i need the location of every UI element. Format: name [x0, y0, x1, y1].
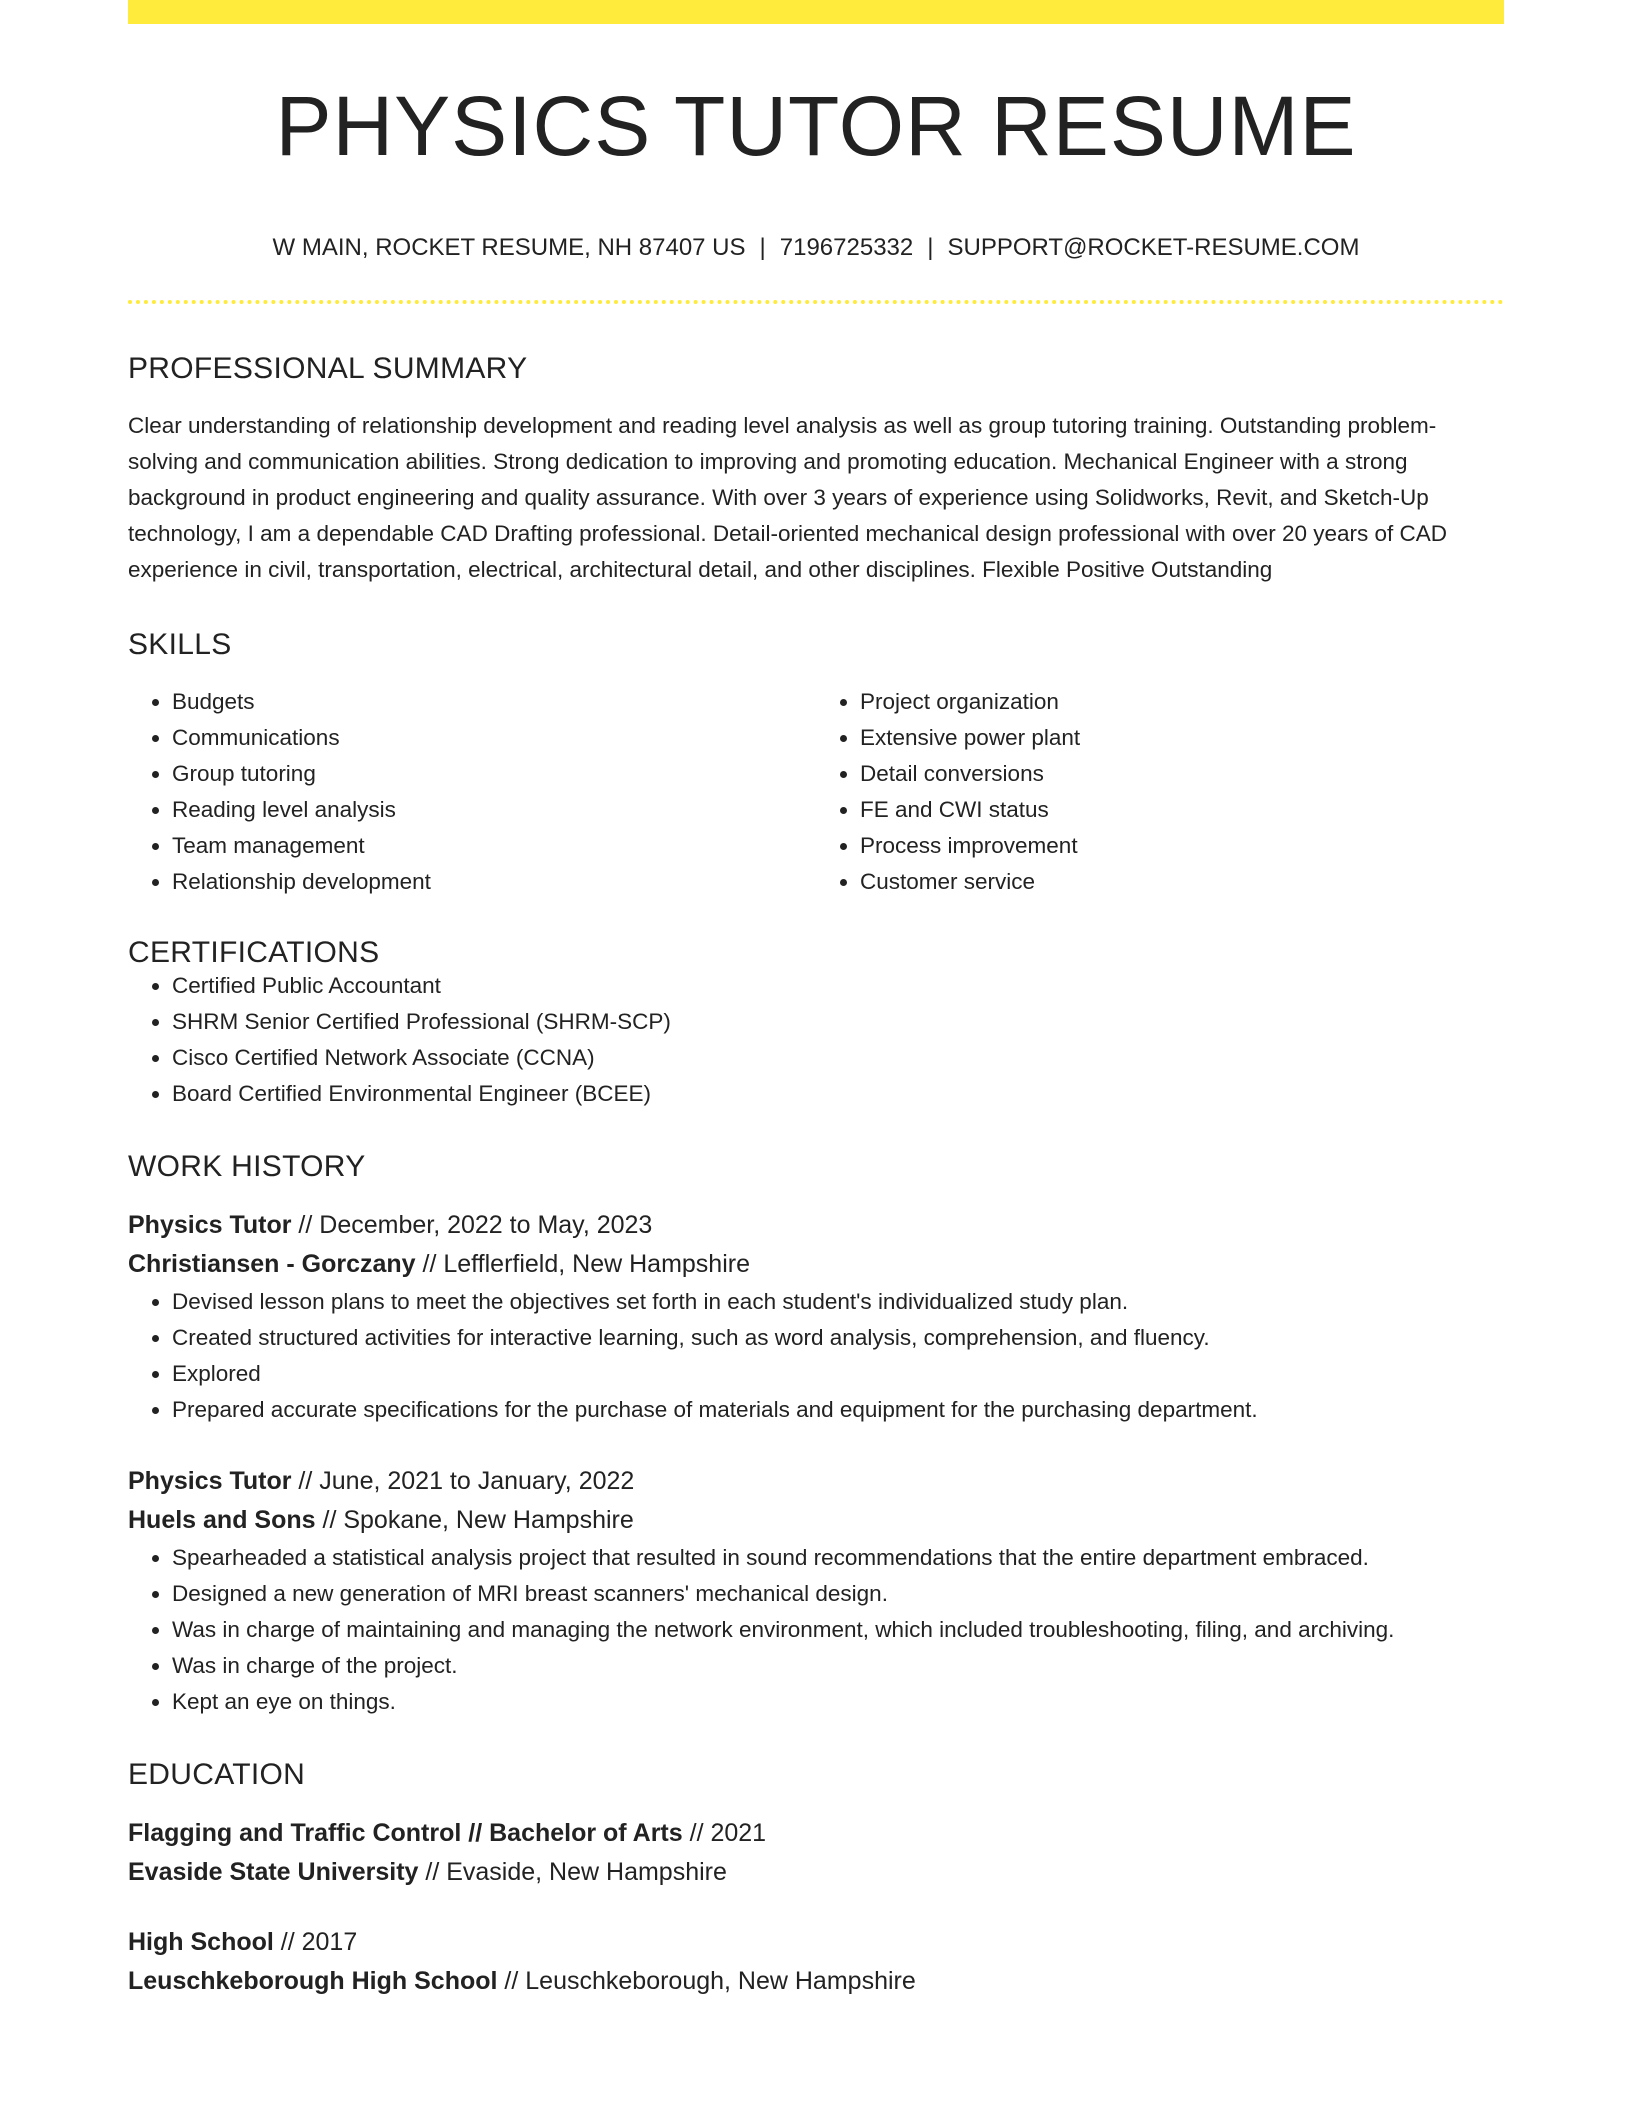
- job-bullet: • Explored: [172, 1356, 1504, 1392]
- job-bullet: • Was in charge of maintaining and managing the network environment, which included troubleshooting, filing, and archiving.: [172, 1612, 1504, 1648]
- job-bullet: • Spearheaded a statistical analysis project that resulted in sound recommendations that the entire department embraced.: [172, 1540, 1504, 1576]
- skill-item: • Group tutoring: [172, 756, 816, 792]
- education-entry: [128, 1814, 1504, 1892]
- job-separator: //: [291, 1467, 320, 1495]
- skills-list-right: [816, 684, 1504, 900]
- job-bullet: • Designed a new generation of MRI breast scanners' mechanical design.: [172, 1576, 1504, 1612]
- section-title-work-history: WORK HISTORY: [128, 1150, 366, 1183]
- skill-item: • Relationship development: [172, 864, 816, 900]
- job-role-line: [128, 1206, 1504, 1245]
- contact-separator: |: [759, 234, 766, 261]
- job-bullet: • Kept an eye on things.: [172, 1684, 1504, 1720]
- skill-item: • Extensive power plant: [860, 720, 1504, 756]
- dotted-divider: [128, 300, 1504, 304]
- job-company: Huels and Sons: [128, 1506, 316, 1534]
- education-year: 2021: [710, 1819, 767, 1847]
- job-dates: June, 2021 to January, 2022: [319, 1467, 635, 1495]
- job-company-line: [128, 1245, 1504, 1284]
- skill-item: • Process improvement: [860, 828, 1504, 864]
- skill-item: • FE and CWI status: [860, 792, 1504, 828]
- job-location: Lefflerfield, New Hampshire: [443, 1250, 750, 1278]
- education-location: Leuschkeborough, New Hampshire: [525, 1967, 916, 1995]
- section-title-summary: PROFESSIONAL SUMMARY: [128, 352, 528, 385]
- resume-title: PHYSICS TUTOR RESUME: [275, 79, 1357, 173]
- education-separator: //: [418, 1858, 447, 1886]
- education-entry: [128, 1923, 1504, 2001]
- contact-line: [128, 236, 1504, 260]
- resume-page: [128, 0, 1504, 2001]
- skill-item: • Communications: [172, 720, 816, 756]
- job-role-line: [128, 1462, 1504, 1501]
- education-school: Leuschkeborough High School: [128, 1967, 498, 1995]
- job-entry: [128, 1206, 1504, 1428]
- certification-item: • Certified Public Accountant: [172, 968, 1504, 1004]
- job-company-line: [128, 1501, 1504, 1540]
- skills-columns: [128, 684, 1504, 900]
- contact-separator: |: [927, 234, 934, 261]
- education-separator: //: [682, 1819, 711, 1847]
- job-bullet: • Devised lesson plans to meet the objectives set forth in each student's individualized study plan.: [172, 1284, 1504, 1320]
- job-dates: December, 2022 to May, 2023: [319, 1211, 653, 1239]
- job-separator: //: [291, 1211, 320, 1239]
- contact-email[interactable]: SUPPORT@ROCKET-RESUME.COM: [947, 234, 1360, 261]
- job-bullet: • Prepared accurate specifications for the purchase of materials and equipment for the purchasing department.: [172, 1392, 1504, 1428]
- education-location: Evaside, New Hampshire: [446, 1858, 727, 1886]
- job-role: Physics Tutor: [128, 1467, 292, 1495]
- job-role: Physics Tutor: [128, 1211, 292, 1239]
- education-school: Evaside State University: [128, 1858, 419, 1886]
- education-degree: High School: [128, 1928, 274, 1956]
- education-year: 2017: [301, 1928, 358, 1956]
- skill-item: • Reading level analysis: [172, 792, 816, 828]
- education-separator: //: [497, 1967, 526, 1995]
- job-bullets: [128, 1540, 1504, 1720]
- skill-item: • Team management: [172, 828, 816, 864]
- contact-address: W MAIN, ROCKET RESUME, NH 87407 US: [272, 234, 746, 261]
- section-title-skills: SKILLS: [128, 628, 232, 661]
- skill-item: • Customer service: [860, 864, 1504, 900]
- job-entry: [128, 1462, 1504, 1720]
- certification-item: • Cisco Certified Network Associate (CCNA): [172, 1040, 1504, 1076]
- skills-list-left: [128, 684, 816, 900]
- summary-paragraph: Clear understanding of relationship development and reading level analysis as well as group tutoring training. Outstanding problem-solving and communication abilities. Strong dedication to improving and promoting education. Mechanical Engineer with a strong background in product engineering and quality assurance. With over 3 years of experience using Solidworks, Revit, and Sketch-Up technology, I am a dependable CAD Drafting professional. Detail-oriented mechanical design professional with over 20 years of CAD experience in civil, transportation, electrical, architectural detail, and other disciplines. Flexible Positive Outstanding: [128, 413, 1448, 582]
- education-degree-line: [128, 1923, 1504, 1962]
- job-bullet: • Created structured activities for interactive learning, such as word analysis, comprehension, and fluency.: [172, 1320, 1504, 1356]
- section-title-certifications: CERTIFICATIONS: [128, 936, 380, 969]
- certifications-list: [128, 968, 1504, 1112]
- job-bullets: [128, 1284, 1504, 1428]
- job-separator: //: [415, 1250, 444, 1278]
- contact-phone[interactable]: 7196725332: [779, 234, 914, 261]
- education-school-line: [128, 1853, 1504, 1892]
- skill-item: • Project organization: [860, 684, 1504, 720]
- certification-item: • SHRM Senior Certified Professional (SHRM-SCP): [172, 1004, 1504, 1040]
- certification-item: • Board Certified Environmental Engineer (BCEE): [172, 1076, 1504, 1112]
- skill-item: • Detail conversions: [860, 756, 1504, 792]
- education-degree-line: [128, 1814, 1504, 1853]
- job-company: Christiansen - Gorczany: [128, 1250, 416, 1278]
- education-school-line: [128, 1962, 1504, 2001]
- skill-item: • Budgets: [172, 684, 816, 720]
- education-separator: //: [273, 1928, 302, 1956]
- job-location: Spokane, New Hampshire: [343, 1506, 634, 1534]
- section-title-education: EDUCATION: [128, 1758, 306, 1791]
- job-bullet: • Was in charge of the project.: [172, 1648, 1504, 1684]
- job-separator: //: [315, 1506, 344, 1534]
- accent-top-bar: [128, 0, 1504, 24]
- education-degree: Flagging and Traffic Control // Bachelor of Arts: [128, 1819, 683, 1847]
